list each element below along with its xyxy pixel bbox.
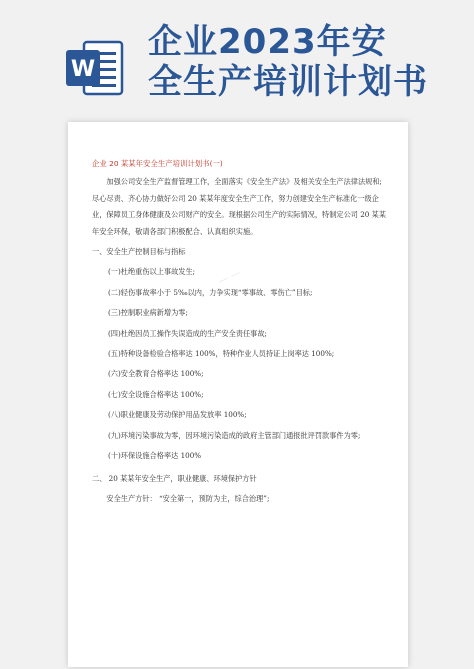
section-2-heading: 二、 20 某某年安全生产，职业健康、环境保护方针 — [92, 473, 257, 483]
document-body — [92, 156, 388, 507]
list-item: (二)轻伤事故率小于 5‰以内，力争实现“零事故、零伤亡”目标; — [108, 287, 313, 297]
section-1-heading: 一、安全生产控制目标与指标 — [92, 247, 186, 257]
list-item: (八)职业健康及劳动保护用品发放率 100%; — [108, 410, 247, 420]
title-line-2: 全生产培训计划书 — [148, 62, 428, 102]
section-2-policy: 安全生产方针： “安全第一，预防为主，综合治理”; — [106, 493, 270, 503]
watermark-mark: — — — [216, 267, 243, 288]
document-page — [68, 122, 408, 667]
list-item: (九)环境污染事故为零，因环境污染造成的政府主管部门通报批评罚款事件为零; — [108, 430, 361, 440]
list-item: (三)控制职业病新增为零; — [108, 308, 188, 318]
page-title — [148, 22, 428, 102]
word-document-icon — [62, 36, 126, 100]
logo-letter: W — [70, 57, 96, 82]
list-item: (五)特种设备检验合格率达 100%，特种作业人员持证上岗率达 100%; — [108, 349, 335, 359]
title-line-1: 企业2023年安 — [148, 22, 387, 62]
list-item: (四)杜绝因员工操作失误造成的生产安全责任事故; — [108, 328, 267, 338]
document-title: 企业 20 某某年安全生产培训计划书(一) — [92, 159, 223, 168]
header-banner — [0, 0, 474, 120]
list-item: (十)环保设施合格率达 100% — [108, 451, 202, 461]
list-item: (一)杜绝重伤以上事故发生; — [108, 267, 196, 277]
list-item: (六)安全教育合格率达 100%; — [108, 369, 204, 379]
list-item: (七)安全设施合格率达 100%; — [108, 389, 204, 399]
intro-paragraph: 加强公司安全生产监督管理工作，全面落实《安全生产法》及相关安全生产法律法规和;尽心尽责、齐心协力做好公司 20 某某年度安全生产工作，努力创建安全生产标准化一级企业，保障员工身体健康及公司财产的安全。现根据公司生产的实际情况，特制定公司 20 某某年安全环保，敬请各部门积极配合、认真组织实施。 — [92, 177, 387, 236]
